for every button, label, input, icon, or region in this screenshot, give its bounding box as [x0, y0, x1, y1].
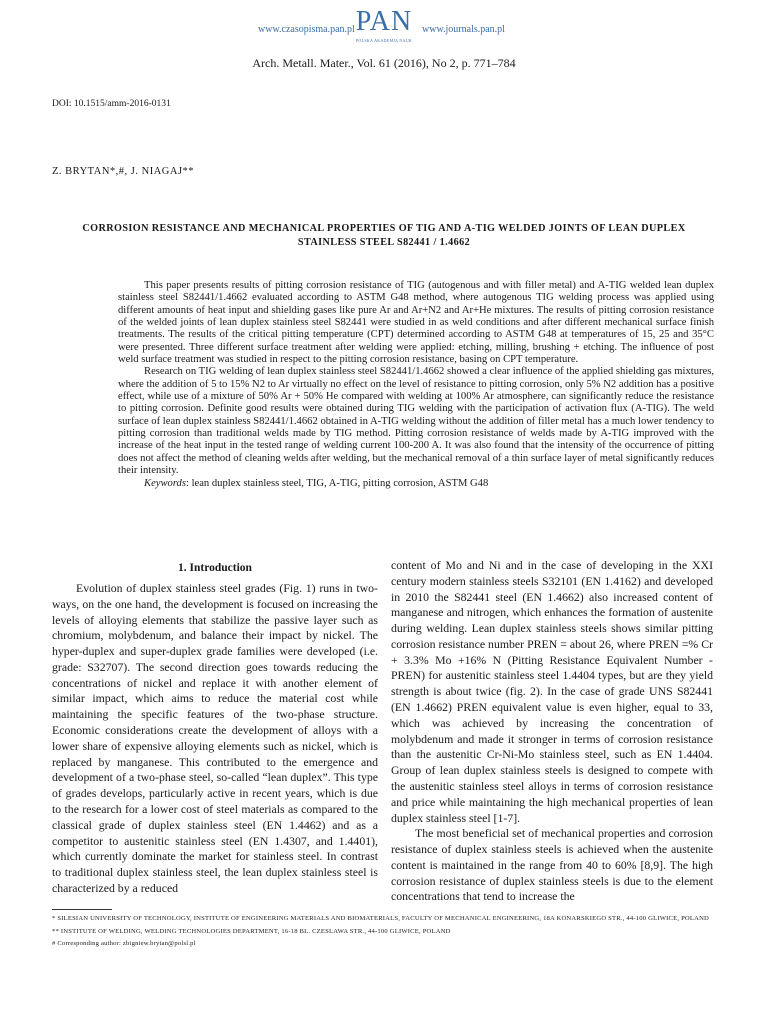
keywords-text: : lean duplex stainless steel, TIG, A-TIG, pitting corrosion, ASTM G48 [185, 477, 489, 489]
left-column [52, 581, 378, 897]
pan-logo-subtext: POLSKA AKADEMIA NAUK [355, 38, 413, 43]
keywords [118, 478, 714, 490]
doi: DOI: 10.1515/amm-2016-0131 [52, 99, 171, 109]
right-column [391, 558, 713, 905]
pan-logo [354, 8, 414, 43]
abstract-paragraph-2: Research on TIG welding of lean duplex stainless steel S82441/1.4662 showed a clear influence of the applied shielding gas mixtures, where the addition of 5 to 15% N2 to Ar virtually no effect on the level of resistance to pitting corrosion, only 5% N2 addition has a positive effect, while use of a mixture of 50% Ar + 50% He compared with welding at 100% Ar atmosphere, can significantly reduce the resistance to pitting corrosion. Definite good results were obtained during TIG welding with the participation of activation flux (A-TIG). The weld surface of lean duplex stainless S82441/1.4662 obtained in A-TIG welding without the addition of filler metal has a much lower tendency to pitting corrosion than traditional welds made by TIG method. Pitting corrosion resistance of welds made by A-TIG improved with the increase of the heat input in the tested range of welding current 100-200 A. It was also found that the intensity of the occurrence of pitting does not affect the method of cleaning welds after welding, but the mechanical removal of a thin surface layer of metal significantly reduces their intensity. [118, 366, 714, 477]
citation: Arch. Metall. Mater., Vol. 61 (2016), No 2, p. 771–784 [252, 56, 516, 70]
pan-logo-text: PAN [355, 6, 413, 37]
keywords-label: Keywords [144, 477, 186, 489]
intro-paragraph-1-continued: content of Mo and Ni and in the case of developing in the XXI century modern stainless steels S32101 (EN 1.4162) and developed in 2010 the S82441 steel (EN 1.4662) also increased content of manganese and nitrogen, which enhances the formation of austenite during welding. Lean duplex stainless steels shows similar pitting corrosion resistance number PREN = about 26, where PREN =% Cr + 3.3% Mo +16% N (Pitting Resistance Equivalent Number - PREN) for austenitic stainless steel 1.4404 types, but are they yield strength is about twice (fig. 2). In the case of grade UNS S82441 (EN 1.4662) PREN equivalent value is even higher, equal to 33, which was achieved by increasing the concentration of molybdenum and made it stronger in terms of corrosion resistance than the austenitic Cr-Ni-Mo stainless steel, such as EN 1.4404. Group of lean duplex stainless steels is designed to compete with the austenitic stainless steel alloys in terms of corrosion resistance and price while maintaining the high mechanical properties of lean duplex stainless steel [1-7]. [391, 558, 713, 825]
section-heading-introduction: 1. Introduction [178, 562, 252, 574]
footnote-affiliation-1: * SILESIAN UNIVERSITY OF TECHNOLOGY, INSTITUTE OF ENGINEERING MATERIALS AND BIOMATERIALS, FACULTY OF MECHANICAL ENGINEERING, 18A KONARSKIEGO STR., 44-100 GLIWICE, POLAND [52, 915, 710, 922]
journal-url-left[interactable]: www.czasopisma.pan.pl [258, 24, 355, 35]
intro-paragraph-2: The most beneficial set of mechanical properties and corrosion resistance of duplex stainless steels is achieved when the austenite content is maintained in the range from 40 to 60% [8,9]. The high corrosion resistance of duplex stainless steels is due to the element concentrations that tend to increase the [391, 826, 713, 904]
abstract [118, 280, 714, 490]
footnote-affiliation-2: ** INSTITUTE OF WELDING, WELDING TECHNOLOGIES DEPARTMENT, 16-18 BL. CZESLAWA STR., 44-100 GLIWICE, POLAND [52, 927, 451, 935]
footnote-corresponding-author: # Corresponding author: zbigniew.brytan@polsl.pl [52, 940, 196, 947]
authors: Z. BRYTAN*,#, J. NIAGAJ** [52, 166, 195, 177]
footnote-divider [52, 909, 112, 910]
abstract-paragraph-1: This paper presents results of pitting corrosion resistance of TIG (autogenous and with filler metal) and A-TIG welded lean duplex stainless steel S82441/1.4662 evaluated according to ASTM G48 method, where autogenous TIG welding process was applied using different amounts of heat input and shielding gases like pure Ar and Ar+N2 and Ar+He mixtures. The results of pitting corrosion resistance of the welded joints of lean duplex stainless steel S82441 were studied in as weld conditions and after different mechanical surface finish treatments. The results of the critical pitting temperature (CPT) determined according to ASTM G48 at temperatures of 15, 25 and 35°C were presented. Three different surface treatment after welding were applied: etching, milling, brushing + etching. The influence of post weld surface treatment was studied in respect to the pitting corrosion resistance, basing on CPT temperature. [118, 280, 714, 366]
intro-paragraph-1: Evolution of duplex stainless steel grades (Fig. 1) runs in two-ways, on the one hand, the development is focused on increasing the levels of alloying elements that stabilize the passive layer such as chromium, molybdenum, and balance their impact by nickel. The hyper-duplex and super-duplex grade families were developed (i.e. grade: S32707). The second direction goes towards reducing the concentrations of nickel and replace it with another element of similar impact, which aims to reduce the material cost while maintaining the specific features of the two-phase structure. Economic considerations create the development of alloys with a lower share of expensive alloying elements such as nickel, which is replaced by manganese. This contributed to the emergence and development of a two-phase steel, so-called “lean duplex”. This type of grades develops, particularly active in recent years, which is due to the research for a lower cost of steel materials as compared to the classical grade of duplex stainless steel (EN 1.4462) and as a competitor to austenitic stainless steel (EN 1.4307, and 1.4401), which currently dominate the market for stainless steel. In contrast to traditional duplex stainless steel, the lean duplex stainless steel is characterized by a reduced [52, 581, 378, 895]
footnotes [52, 914, 716, 952]
journal-url-right[interactable]: www.journals.pan.pl [422, 24, 505, 35]
paper-title: CORROSION RESISTANCE AND MECHANICAL PROPERTIES OF TIG AND A-TIG WELDED JOINTS OF LEAN DUPLEX STAINLESS STEEL S82441 / 1.4662 [82, 223, 686, 248]
